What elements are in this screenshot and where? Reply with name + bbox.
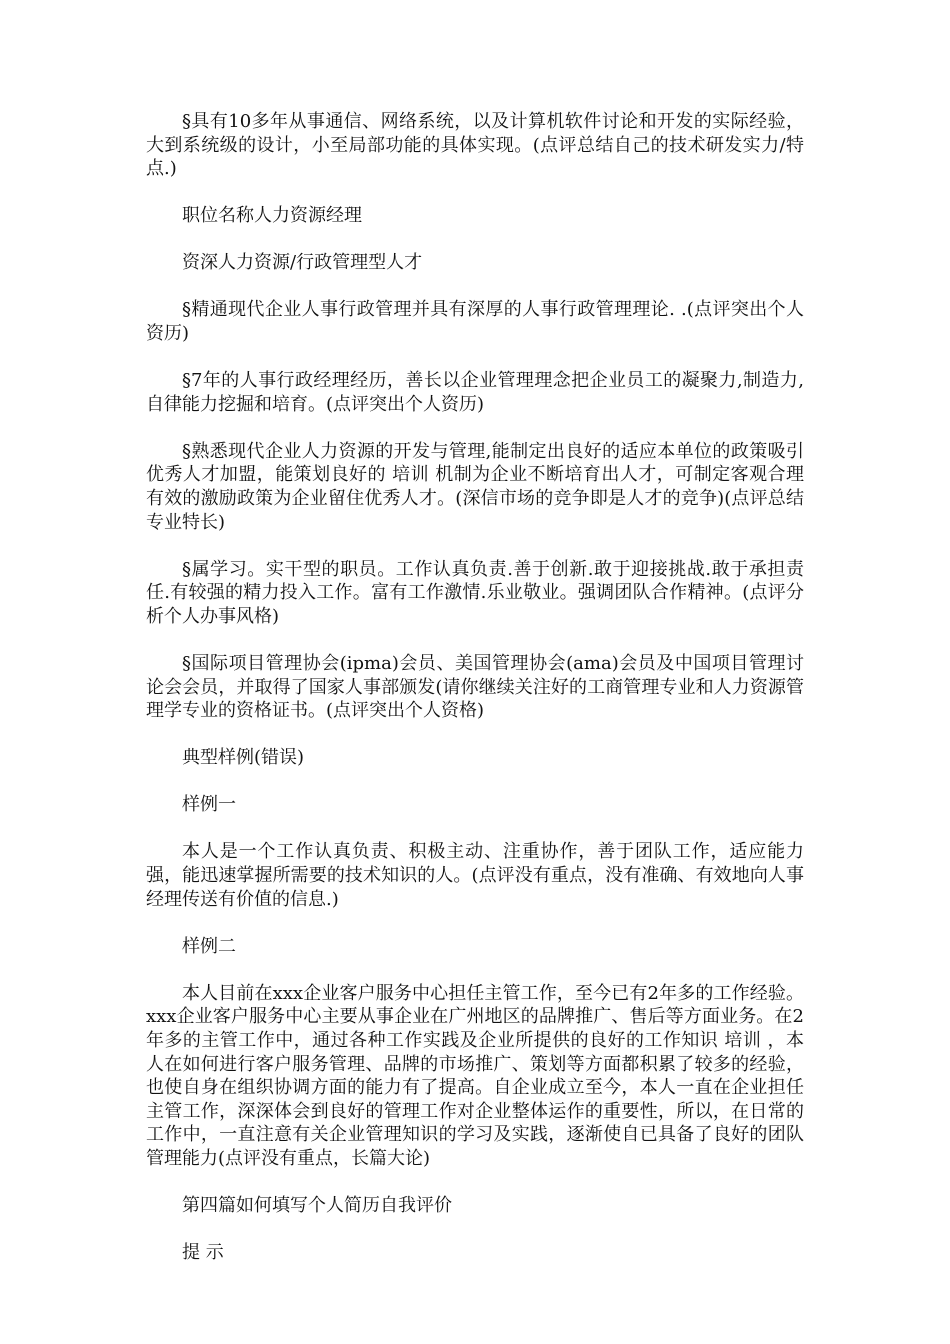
paragraph-example-one: 本人是一个工作认真负责、积极主动、注重协作，善于团队工作，适应能力强，能迅速掌握所需要的技术知识的人。(点评没有重点，没有准确、有效地向人事经理传送有价值的信息.) <box>146 841 804 910</box>
paragraph-section-four-heading: 第四篇如何填写个人简历自我评价 <box>182 1195 452 1217</box>
document-body <box>146 110 804 1288</box>
paragraph-hr-development: §熟悉现代企业人力资源的开发与管理,能制定出良好的适应本单位的政策吸引优秀人才加盟，能策划良好的 培训 机制为企业不断培育出人才，可制定客观合理有效的激励政策为企业留住优秀人才。(深信市场的竞争即是人才的竞争)(点评总结专业特长) <box>146 440 804 533</box>
paragraph-tech-experience: §具有10多年从事通信、网络系统，以及计算机软件讨论和开发的实际经验，大到系统级的设计，小至局部功能的具体实现。(点评总结自己的技术研发实力/特点.) <box>146 111 804 180</box>
paragraph-tips-heading: 提 示 <box>182 1242 224 1264</box>
paragraph-work-style: §属学习。实干型的职员。工作认真负责.善于创新.敢于迎接挑战.敢于承担责任.有较强的精力投入工作。富有工作激情.乐业敬业。强调团队合作精神。(点评分析个人办事风格) <box>146 558 804 627</box>
paragraph-hr-manager-experience: §7年的人事行政经理经历，善长以企业管理理念把企业员工的凝聚力,制造力,自律能力挖掘和培育。(点评突出个人资历) <box>146 370 804 415</box>
paragraph-memberships: §国际项目管理协会(ipma)会员、美国管理协会(ama)会员及中国项目管理讨论会会员，并取得了国家人事部颁发(请你继续关注好的工商管理专业和人力资源管理学专业的资格证书。(点评突出个人资格) <box>146 653 804 722</box>
paragraph-hr-theory: §精通现代企业人事行政管理并具有深厚的人事行政管理理论. .(点评突出个人资历) <box>146 299 804 345</box>
paragraph-example-two: 本人目前在xxx企业客户服务中心担任主管工作，至今已有2年多的工作经验。xxx企业客户服务中心主要从事企业在广州地区的品牌推广、售后等方面业务。在2年多的主管工作中，通过各种工作实践及企业所提供的良好的工作知识 培训 ，本人在如何进行客户服务管理、品牌的市场推广、策划等方面都积累了较多的经验，也使自身在组织协调方面的能力有了提高。自企业成立至今，本人一直在企业担任主管工作，深深体会到良好的管理工作对企业整体运作的重要性，所以，在日常的工作中，一直注意有关企业管理知识的学习及实践，逐渐使自已具备了良好的团队管理能力(点评没有重点，长篇大论) <box>146 982 804 1169</box>
paragraph-example-one-heading: 样例一 <box>182 794 236 816</box>
paragraph-hr-talent: 资深人力资源/行政管理型人才 <box>182 252 423 274</box>
paragraph-typical-examples-heading: 典型样例(错误) <box>182 747 305 769</box>
paragraph-job-title: 职位名称人力资源经理 <box>182 205 362 227</box>
paragraph-example-two-heading: 样例二 <box>182 935 236 957</box>
